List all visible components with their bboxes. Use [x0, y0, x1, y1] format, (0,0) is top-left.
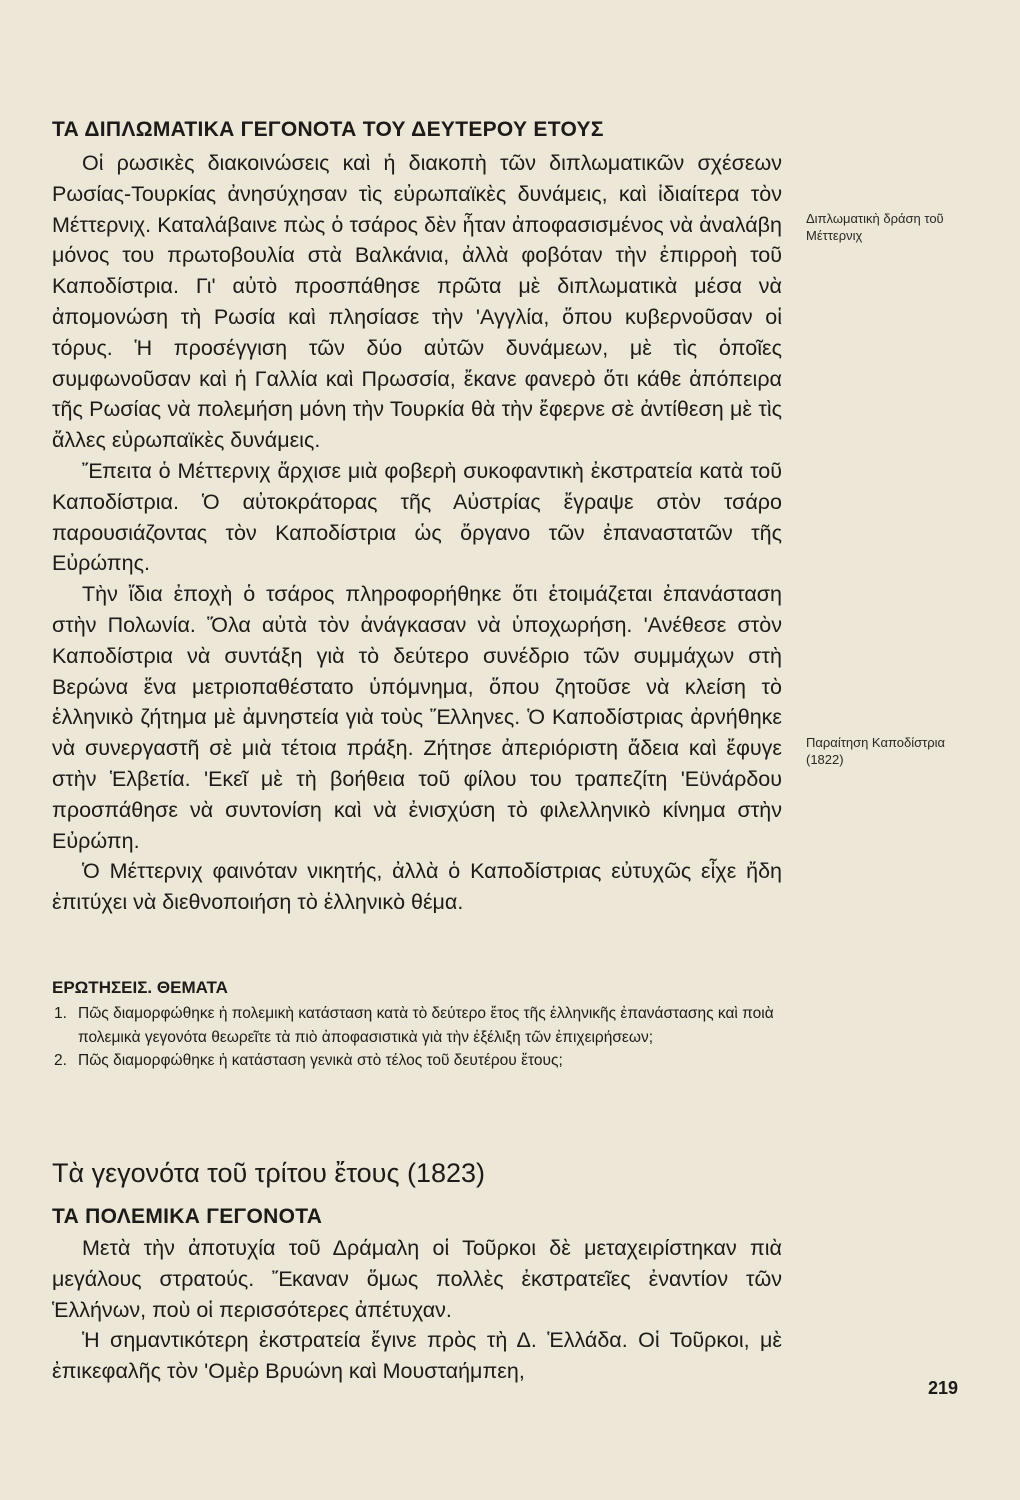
paragraph: Οἱ ρωσικὲς διακοινώσεις καὶ ἡ διακοπὴ τῶν διπλωματικῶν σχέσεων Ρωσίας-Τουρκίας ἀνησύχησαν τὶς εὐρωπαϊκὲς δυνάμεις, καὶ ἰδιαίτερα τὸν Μέττερνιχ. Καταλάβαινε πὼς ὁ τσάρος δὲν ἦταν ἀποφασισμένος νὰ ἀναλάβη μόνος του πρωτοβουλία στὰ Βαλκάνια, ἀλλὰ φοβόταν τὴν ἐπιρροὴ τοῦ Καποδίστρια. Γι' αὐτὸ προσπάθησε πρῶτα μὲ διπλωματικὰ μέσα νὰ ἀπομονώση τὴ Ρωσία καὶ πλησίασε τὴν 'Αγγλία, ὅπου κυβερνοῦσαν οἱ τόρυς. Ἡ προσέγγιση τῶν δύο αὐτῶν δυνάμεων, μὲ τὶς ὁποῖες συμφωνοῦσαν καὶ ἡ Γαλλία καὶ Πρωσσία, ἔκανε φανερὸ ὅτι κάθε ἀπόπειρα τῆς Ρωσίας νὰ πολεμήση μόνη τὴν Τουρκία θὰ τὴν ἔφερνε σὲ ἀντίθεση μὲ τὶς ἄλλες εὐρωπαϊκὲς δυνάμεις. — [52, 151, 782, 453]
section-heading-military: ΤΑ ΠΟΛΕΜΙΚΑ ΓΕΓΟΝΟΤΑ — [52, 1205, 323, 1228]
question-item — [52, 1049, 782, 1073]
question-text: Πῶς διαμορφώθηκε ἡ κατάσταση γενικὰ στὸ τέλος τοῦ δευτέρου ἔτους; — [78, 1052, 563, 1069]
paragraph: Μετὰ τὴν ἀποτυχία τοῦ Δράμαλη οἱ Τοῦρκοι δὲ μεταχειρίστηκαν πιὰ μεγάλους στρατούς. Ἔκαναν ὅμως πολλὲς ἐκστρατεῖες ἐναντίον τῶν Ἑλλήνων, ποὺ οἱ περισσότερες ἀπέτυχαν. — [52, 1236, 782, 1322]
question-item — [52, 1002, 782, 1049]
page-number: 219 — [928, 1378, 959, 1398]
margin-note-resignation: Παραίτηση Καποδίστρια (1822) — [806, 735, 946, 767]
section2-body — [52, 1233, 782, 1387]
paragraph: Τὴν ἴδια ἐποχὴ ὁ τσάρος πληροφορήθηκε ὅτι ἑτοιμάζεται ἐπανάσταση στὴν Πολωνία. Ὅλα αὐτὰ τὸν ἀνάγκασαν νὰ ὑποχωρήση. 'Ανέθεσε στὸν Καποδίστρια νὰ συντάξη γιὰ τὸ δεύτερο συνέδριο τῶν συμμάχων στὴ Βερώνα ἕνα μετριοπαθέστατο ὑπόμνημα, ὅπου ζητοῦσε νὰ κλείση τὸ ἑλληνικὸ ζήτημα μὲ ἀμνηστεία γιὰ τοὺς Ἕλληνες. Ὁ Καποδίστριας ἀρνήθηκε νὰ συνεργαστῆ σὲ μιὰ τέτοια πράξη. Ζήτησε ἀπεριόριστη ἄδεια καὶ ἔφυγε στὴν Ἑλβετία. 'Εκεῖ μὲ τὴ βοήθεια τοῦ φίλου του τραπεζίτη 'Εϋνάρδου προσπάθησε νὰ συντονίση καὶ νὰ ἐνισχύση τὸ φιλελληνικὸ κίνημα στὴν Εὐρώπη. — [52, 582, 782, 853]
paragraph: Ἔπειτα ὁ Μέττερνιχ ἄρχισε μιὰ φοβερὴ συκοφαντικὴ ἐκστρατεία κατὰ τοῦ Καποδίστρια. Ὁ αὐτοκράτορας τῆς Αὐστρίας ἔγραψε στὸν τσάρο παρουσιάζοντας τὸν Καποδίστρια ὡς ὄργανο τῶν ἐπαναστατῶν τῆς Εὐρώπης. — [52, 458, 782, 576]
questions-heading: ΕΡΩΤΗΣΕΙΣ. ΘΕΜΑΤΑ — [52, 978, 228, 997]
questions-list — [52, 1002, 782, 1073]
section-title-third-year: Τὰ γεγονότα τοῦ τρίτου ἔτους (1823) — [52, 1158, 486, 1188]
question-number: 1. — [54, 1005, 67, 1022]
question-text: Πῶς διαμορφώθηκε ἡ πολεμικὴ κατάσταση κατὰ τὸ δεύτερο ἔτος τῆς ἑλληνικῆς ἐπανάστασης καὶ ποιὰ πολεμικὰ γεγονότα θεωρεῖτε τὰ πιὸ ἀποφασιστικὰ γιὰ τὴν ἐξέλιξη τῶν ἐπιχειρήσεων; — [78, 1005, 774, 1046]
section-heading-diplomatic: ΤΑ ΔΙΠΛΩΜΑΤΙΚΑ ΓΕΓΟΝΟΤΑ ΤΟΥ ΔΕΥΤΕΡΟΥ ΕΤΟΥΣ — [52, 118, 604, 141]
question-number: 2. — [54, 1052, 67, 1069]
paragraph: Ὁ Μέττερνιχ φαινόταν νικητής, ἀλλὰ ὁ Καποδίστριας εὐτυχῶς εἶχε ἤδη ἐπιτύχει νὰ διεθνοποιήση τὸ ἑλληνικὸ θέμα. — [52, 859, 782, 915]
paragraph: Ἡ σημαντικότερη ἐκστρατεία ἔγινε πρὸς τὴ Δ. Ἑλλάδα. Οἱ Τοῦρκοι, μὲ ἐπικεφαλῆς τὸν 'Ομὲρ Βρυώνη καὶ Μουσταήμπεη, — [52, 1328, 782, 1384]
margin-note-metternich: Διπλωματικὴ δράση τοῦ Μέττερνιχ — [806, 211, 944, 243]
questions-block — [52, 978, 782, 1073]
section1-body — [52, 148, 782, 918]
